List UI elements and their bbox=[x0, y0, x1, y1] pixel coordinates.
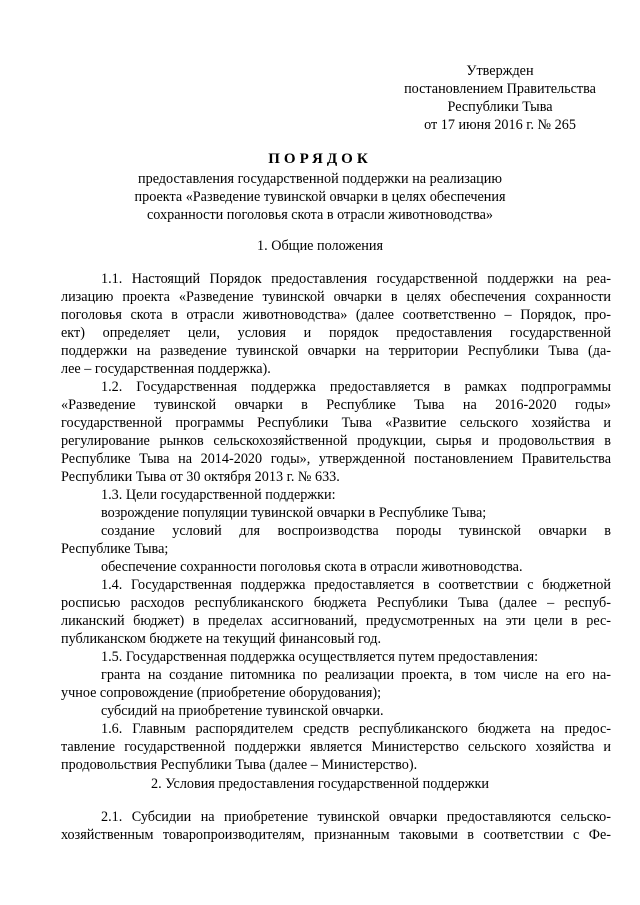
paragraph-line: 1.2. Государственная поддержка предоставляется в рамках подпрограммы bbox=[101, 379, 611, 395]
paragraph-line: 1.5. Государственная поддержка осуществляется путем предоставления: bbox=[101, 649, 539, 665]
paragraph-line: Республике Тыва на 2014-2020 годы», утвержденной постановлением Правительства bbox=[61, 451, 611, 467]
paragraph-line: создание условий для воспроизводства породы тувинской овчарки в bbox=[101, 523, 611, 539]
subtitle-line: проекта «Разведение тувинской овчарки в целях обеспечения bbox=[134, 189, 506, 205]
paragraph-line: ект) определяет цели, условия и порядок предоставления государственной bbox=[61, 325, 611, 341]
paragraph-line: хозяйственным товаропроизводителям, признанным таковыми в соответствии с Фе- bbox=[61, 827, 611, 843]
paragraph-line: поголовья скота в отрасли животноводства» (далее соответственно – Порядок, про- bbox=[61, 307, 611, 323]
paragraph-line: поддержки на разведение тувинской овчарки на территории Республики Тыва (да- bbox=[61, 343, 611, 359]
paragraph-line: государственной программы Республики Тыва «Развитие сельского хозяйства и bbox=[61, 415, 611, 431]
approval-line: от 17 июня 2016 г. № 265 bbox=[424, 117, 576, 133]
paragraph-line: 1.3. Цели государственной поддержки: bbox=[101, 487, 336, 503]
paragraph-line: гранта на создание питомника по реализации проекта, в том числе на его на- bbox=[101, 667, 611, 683]
subtitle-line: сохранности поголовья скота в отрасли животноводства» bbox=[147, 207, 493, 223]
document-subtitle bbox=[60, 170, 580, 224]
paragraph-line: росписью расходов республиканского бюджета Республики Тыва (далее – респуб- bbox=[61, 595, 611, 611]
section-2-heading: 2. Условия предоставления государственной поддержки bbox=[151, 776, 489, 792]
paragraph-line: публиканском бюджете на текущий финансовый год. bbox=[61, 631, 382, 647]
paragraph-line: учное сопровождение (приобретение оборудования); bbox=[61, 685, 382, 701]
paragraph-line: 1.6. Главным распорядителем средств республиканского бюджета на предос- bbox=[101, 721, 611, 737]
paragraph-line: субсидий на приобретение тувинской овчарки. bbox=[101, 703, 384, 719]
paragraph-line: Республике Тыва; bbox=[61, 541, 169, 557]
section-2-body bbox=[61, 808, 611, 844]
document-title: ПОРЯДОК bbox=[268, 151, 372, 167]
paragraph-line: обеспечение сохранности поголовья скота в отрасли животноводства. bbox=[101, 559, 523, 575]
paragraph-line: «Разведение тувинской овчарки в Республике Тыва на 2016-2020 годы» bbox=[61, 397, 611, 413]
approval-line: Республики Тыва bbox=[447, 99, 553, 115]
paragraph-line: Республики Тыва от 30 октября 2013 г. № 633. bbox=[61, 469, 340, 485]
section-1-body bbox=[61, 270, 611, 774]
section-1-heading: 1. Общие положения bbox=[257, 238, 383, 254]
paragraph-line: 2.1. Субсидии на приобретение тувинской овчарки предоставляются сельско- bbox=[101, 809, 611, 825]
paragraph-line: 1.1. Настоящий Порядок предоставления государственной поддержки на реа- bbox=[101, 271, 611, 287]
approval-line: Утвержден bbox=[466, 63, 534, 79]
subtitle-line: предоставления государственной поддержки на реализацию bbox=[138, 171, 502, 187]
paragraph-line: тавление государственной поддержки является Министерство сельского хозяйства и bbox=[61, 739, 611, 755]
paragraph-line: ликанский бюджет) в пределах ассигнований, предусмотренных на эти цели в рес- bbox=[61, 613, 611, 629]
approval-stamp bbox=[400, 62, 600, 134]
paragraph-line: лее – государственная поддержка). bbox=[61, 361, 271, 377]
paragraph-line: продовольствия Республики Тыва (далее – Министерство). bbox=[61, 757, 418, 773]
paragraph-line: 1.4. Государственная поддержка предоставляется в соответствии с бюджетной bbox=[101, 577, 611, 593]
paragraph-line: регулирование рынков сельскохозяйственной продукции, сырья и продовольствия в bbox=[61, 433, 611, 449]
paragraph-line: возрождение популяции тувинской овчарки в Республике Тыва; bbox=[101, 505, 487, 521]
paragraph-line: лизацию проекта «Разведение тувинской овчарки в целях обеспечения сохранности bbox=[61, 289, 611, 305]
approval-line: постановлением Правительства bbox=[404, 81, 596, 97]
